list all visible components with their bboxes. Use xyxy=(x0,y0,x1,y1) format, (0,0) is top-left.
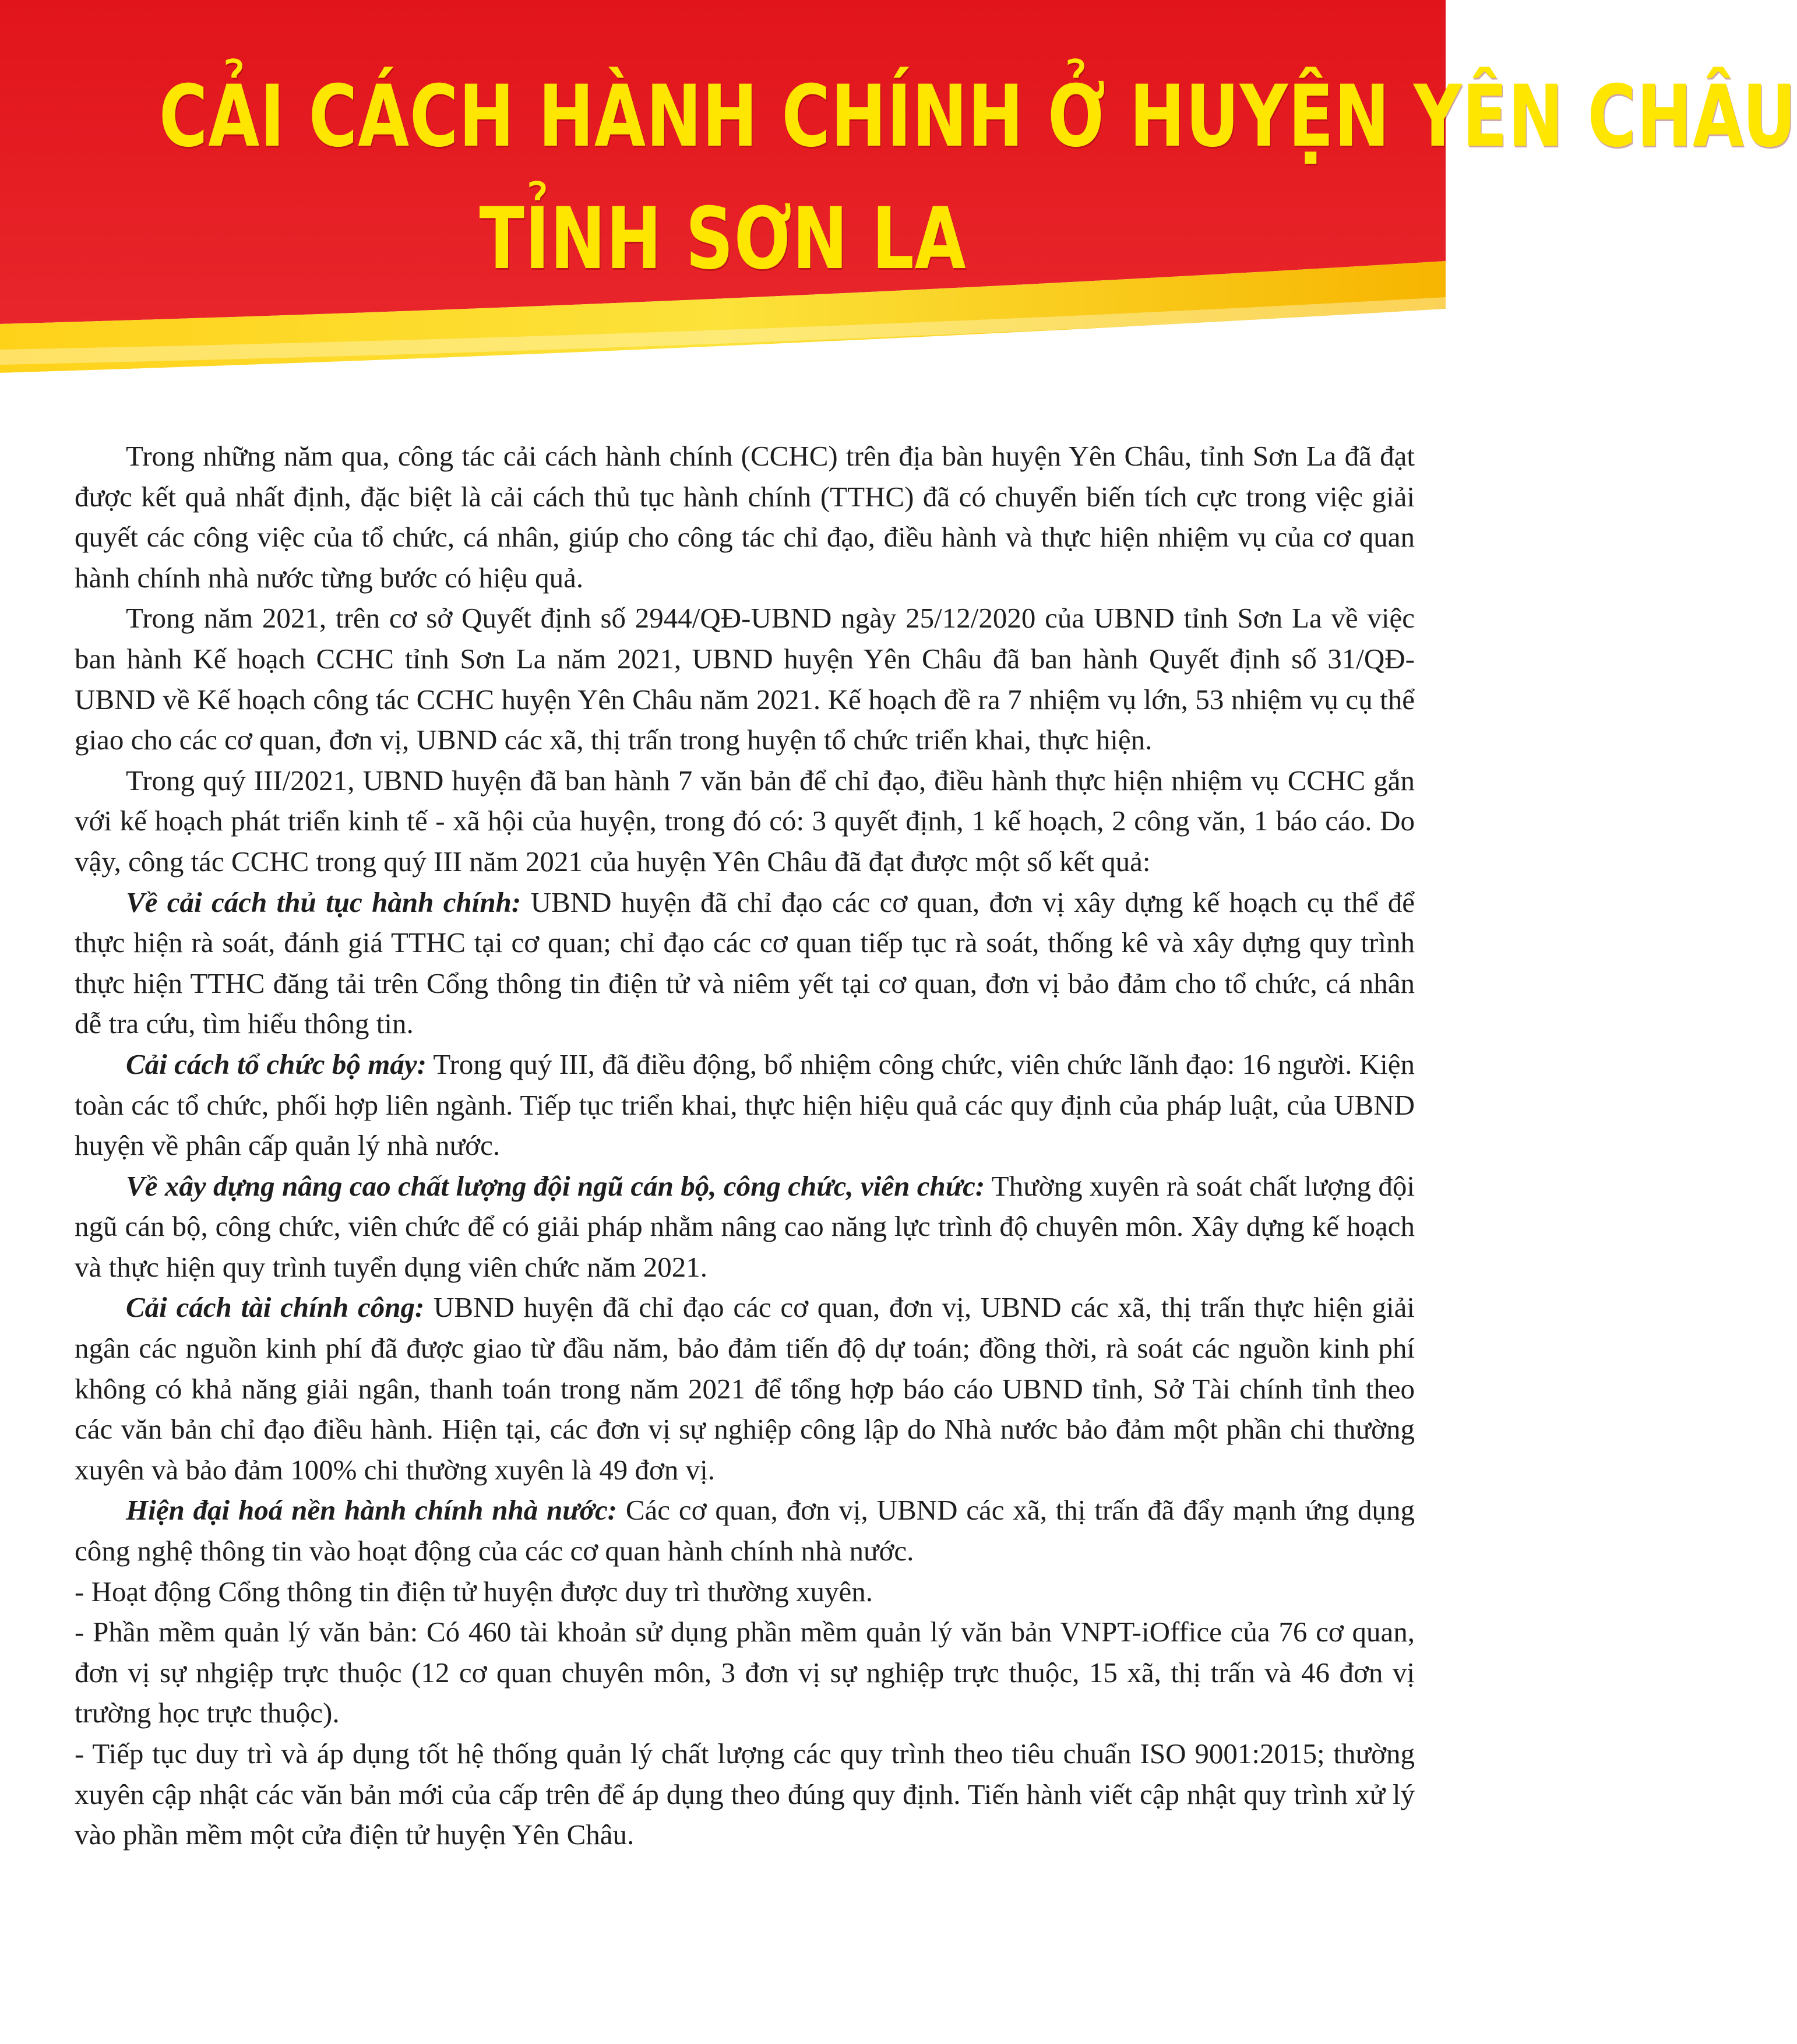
section-heading-apparatus: Cải cách tổ chức bộ máy: xyxy=(126,1048,427,1080)
paragraph-modernization xyxy=(75,1490,1415,1571)
paragraph-intro: Trong những năm qua, công tác cải cách hành chính (CCHC) trên địa bàn huyện Yên Châu, tỉnh Sơn La đã đạt được kết quả nhất định, đặc biệt là cải cách thủ tục hành chính (TTHC) đã có chuyển biến tích cực trong việc giải quyết các công việc của tổ chức, cá nhân, giúp cho công tác chỉ đạo, điều hành và thực hiện nhiệm vụ của cơ quan hành chính nhà nước từng bước có hiệu quả. xyxy=(75,440,1415,594)
bullet-portal: - Hoạt động Cổng thông tin điện tử huyện được duy trì thường xuyên. xyxy=(75,1575,873,1608)
paragraph-text: UBND huyện đã chỉ đạo các cơ quan, đơn vị, UBND các xã, thị trấn thực hiện giải ngân các nguồn kinh phí đã được giao từ đầu năm, bảo đảm tiến độ dự toán; đồng thời, rà soát các nguồn kinh phí không có khả năng giải ngân, thanh toán trong năm 2021 để tổng hợp báo cáo UBND tỉnh, Sở Tài chính tỉnh theo các văn bản chỉ đạo điều hành. Hiện tại, các đơn vị sự nghiệp công lập do Nhà nước bảo đảm một phần chi thường xuyên và bảo đảm 100% chi thường xuyên là 49 đơn vị. xyxy=(75,1291,1415,1486)
article-body xyxy=(75,436,1415,1855)
header-banner xyxy=(0,0,1797,408)
paragraph-text: Trong quý III, đã điều động, bổ nhiệm công chức, viên chức lãnh đạo: 16 người. Kiện toàn các tổ chức, phối hợp liên ngành. Tiếp tục triển khai, thực hiện hiệu quả các quy định của pháp luật, của UBND huyện về phân cấp quản lý nhà nước. xyxy=(75,1048,1415,1162)
paragraph-text: Thường xuyên rà soát chất lượng đội ngũ cán bộ, công chức, viên chức để có giải pháp nhằm nâng cao năng lực trình độ chuyên môn. Xây dựng kế hoạch và thực hiện quy trình tuyển dụng viên chức năm 2021. xyxy=(75,1169,1415,1283)
paragraph-plan-2021: Trong năm 2021, trên cơ sở Quyết định số 2944/QĐ-UBND ngày 25/12/2020 của UBND tỉnh Sơn La về việc ban hành Kế hoạch CCHC tỉnh Sơn La năm 2021, UBND huyện Yên Châu đã ban hành Quyết định số 31/QĐ-UBND về Kế hoạch công tác CCHC huyện Yên Châu năm 2021. Kế hoạch đề ra 7 nhiệm vụ lớn, 53 nhiệm vụ cụ thể giao cho các cơ quan, đơn vị, UBND các xã, thị trấn trong huyện tổ chức triển khai, thực hiện. xyxy=(75,602,1415,756)
section-heading-public-finance: Cải cách tài chính công: xyxy=(126,1291,425,1324)
paragraph-apparatus xyxy=(75,1044,1415,1166)
bullet-document-software: - Phần mềm quản lý văn bản: Có 460 tài khoản sử dụng phần mềm quản lý văn bản VNPT-iOffice của 76 cơ quan, đơn vị sự nhgiệp trực thuộc (12 cơ quan chuyên môn, 3 đơn vị sự nghiệp trực thuộc, 15 xã, thị trấn và 46 đơn vị trường học trực thuộc). xyxy=(75,1616,1415,1729)
section-heading-admin-procedures: Về cải cách thủ tục hành chính: xyxy=(126,886,522,918)
section-heading-staff-quality: Về xây dựng nâng cao chất lượng đội ngũ cán bộ, công chức, viên chức: xyxy=(126,1169,985,1202)
paragraph-text: Các cơ quan, đơn vị, UBND các xã, thị trấn đã đẩy mạnh ứng dụng công nghệ thông tin vào hoạt động của các cơ quan hành chính nhà nước. xyxy=(75,1494,1415,1567)
paragraph-text: UBND huyện đã chỉ đạo các cơ quan, đơn vị xây dựng kế hoạch cụ thể để thực hiện rà soát, đánh giá TTHC tại cơ quan; chỉ đạo các cơ quan tiếp tục rà soát, thống kê và xây dựng quy trình thực hiện TTHC đăng tải trên Cổng thông tin điện tử và niêm yết tại cơ quan, đơn vị bảo đảm cho tổ chức, cá nhân dễ tra cứu, tìm hiểu thông tin. xyxy=(75,886,1415,1040)
page-title-line-2: TỈNH SƠN LA xyxy=(479,189,967,288)
paragraph-quarter-3: Trong quý III/2021, UBND huyện đã ban hành 7 văn bản để chỉ đạo, điều hành thực hiện nhiệm vụ CCHC gắn với kế hoạch phát triển kinh tế - xã hội của huyện, trong đó có: 3 quyết định, 1 kế hoạch, 2 công văn, 1 báo cáo. Do vậy, công tác CCHC trong quý III năm 2021 của huyện Yên Châu đã đạt được một số kết quả: xyxy=(75,764,1415,877)
bullet-iso: - Tiếp tục duy trì và áp dụng tốt hệ thống quản lý chất lượng các quy trình theo tiêu chuẩn ISO 9001:2015; thường xuyên cập nhật các văn bản mới của cấp trên để áp dụng theo đúng quy định. Tiến hành viết cập nhật quy trình xử lý vào phần mềm một cửa điện tử huyện Yên Châu. xyxy=(75,1738,1415,1851)
page-title-line-1: CẢI CÁCH HÀNH CHÍNH Ở HUYỆN YÊN CHÂU xyxy=(158,67,1797,166)
paragraph-admin-procedures xyxy=(75,882,1415,1044)
section-heading-modernization: Hiện đại hoá nền hành chính nhà nước: xyxy=(126,1494,618,1527)
paragraph-staff-quality xyxy=(75,1166,1415,1288)
paragraph-public-finance xyxy=(75,1287,1415,1490)
